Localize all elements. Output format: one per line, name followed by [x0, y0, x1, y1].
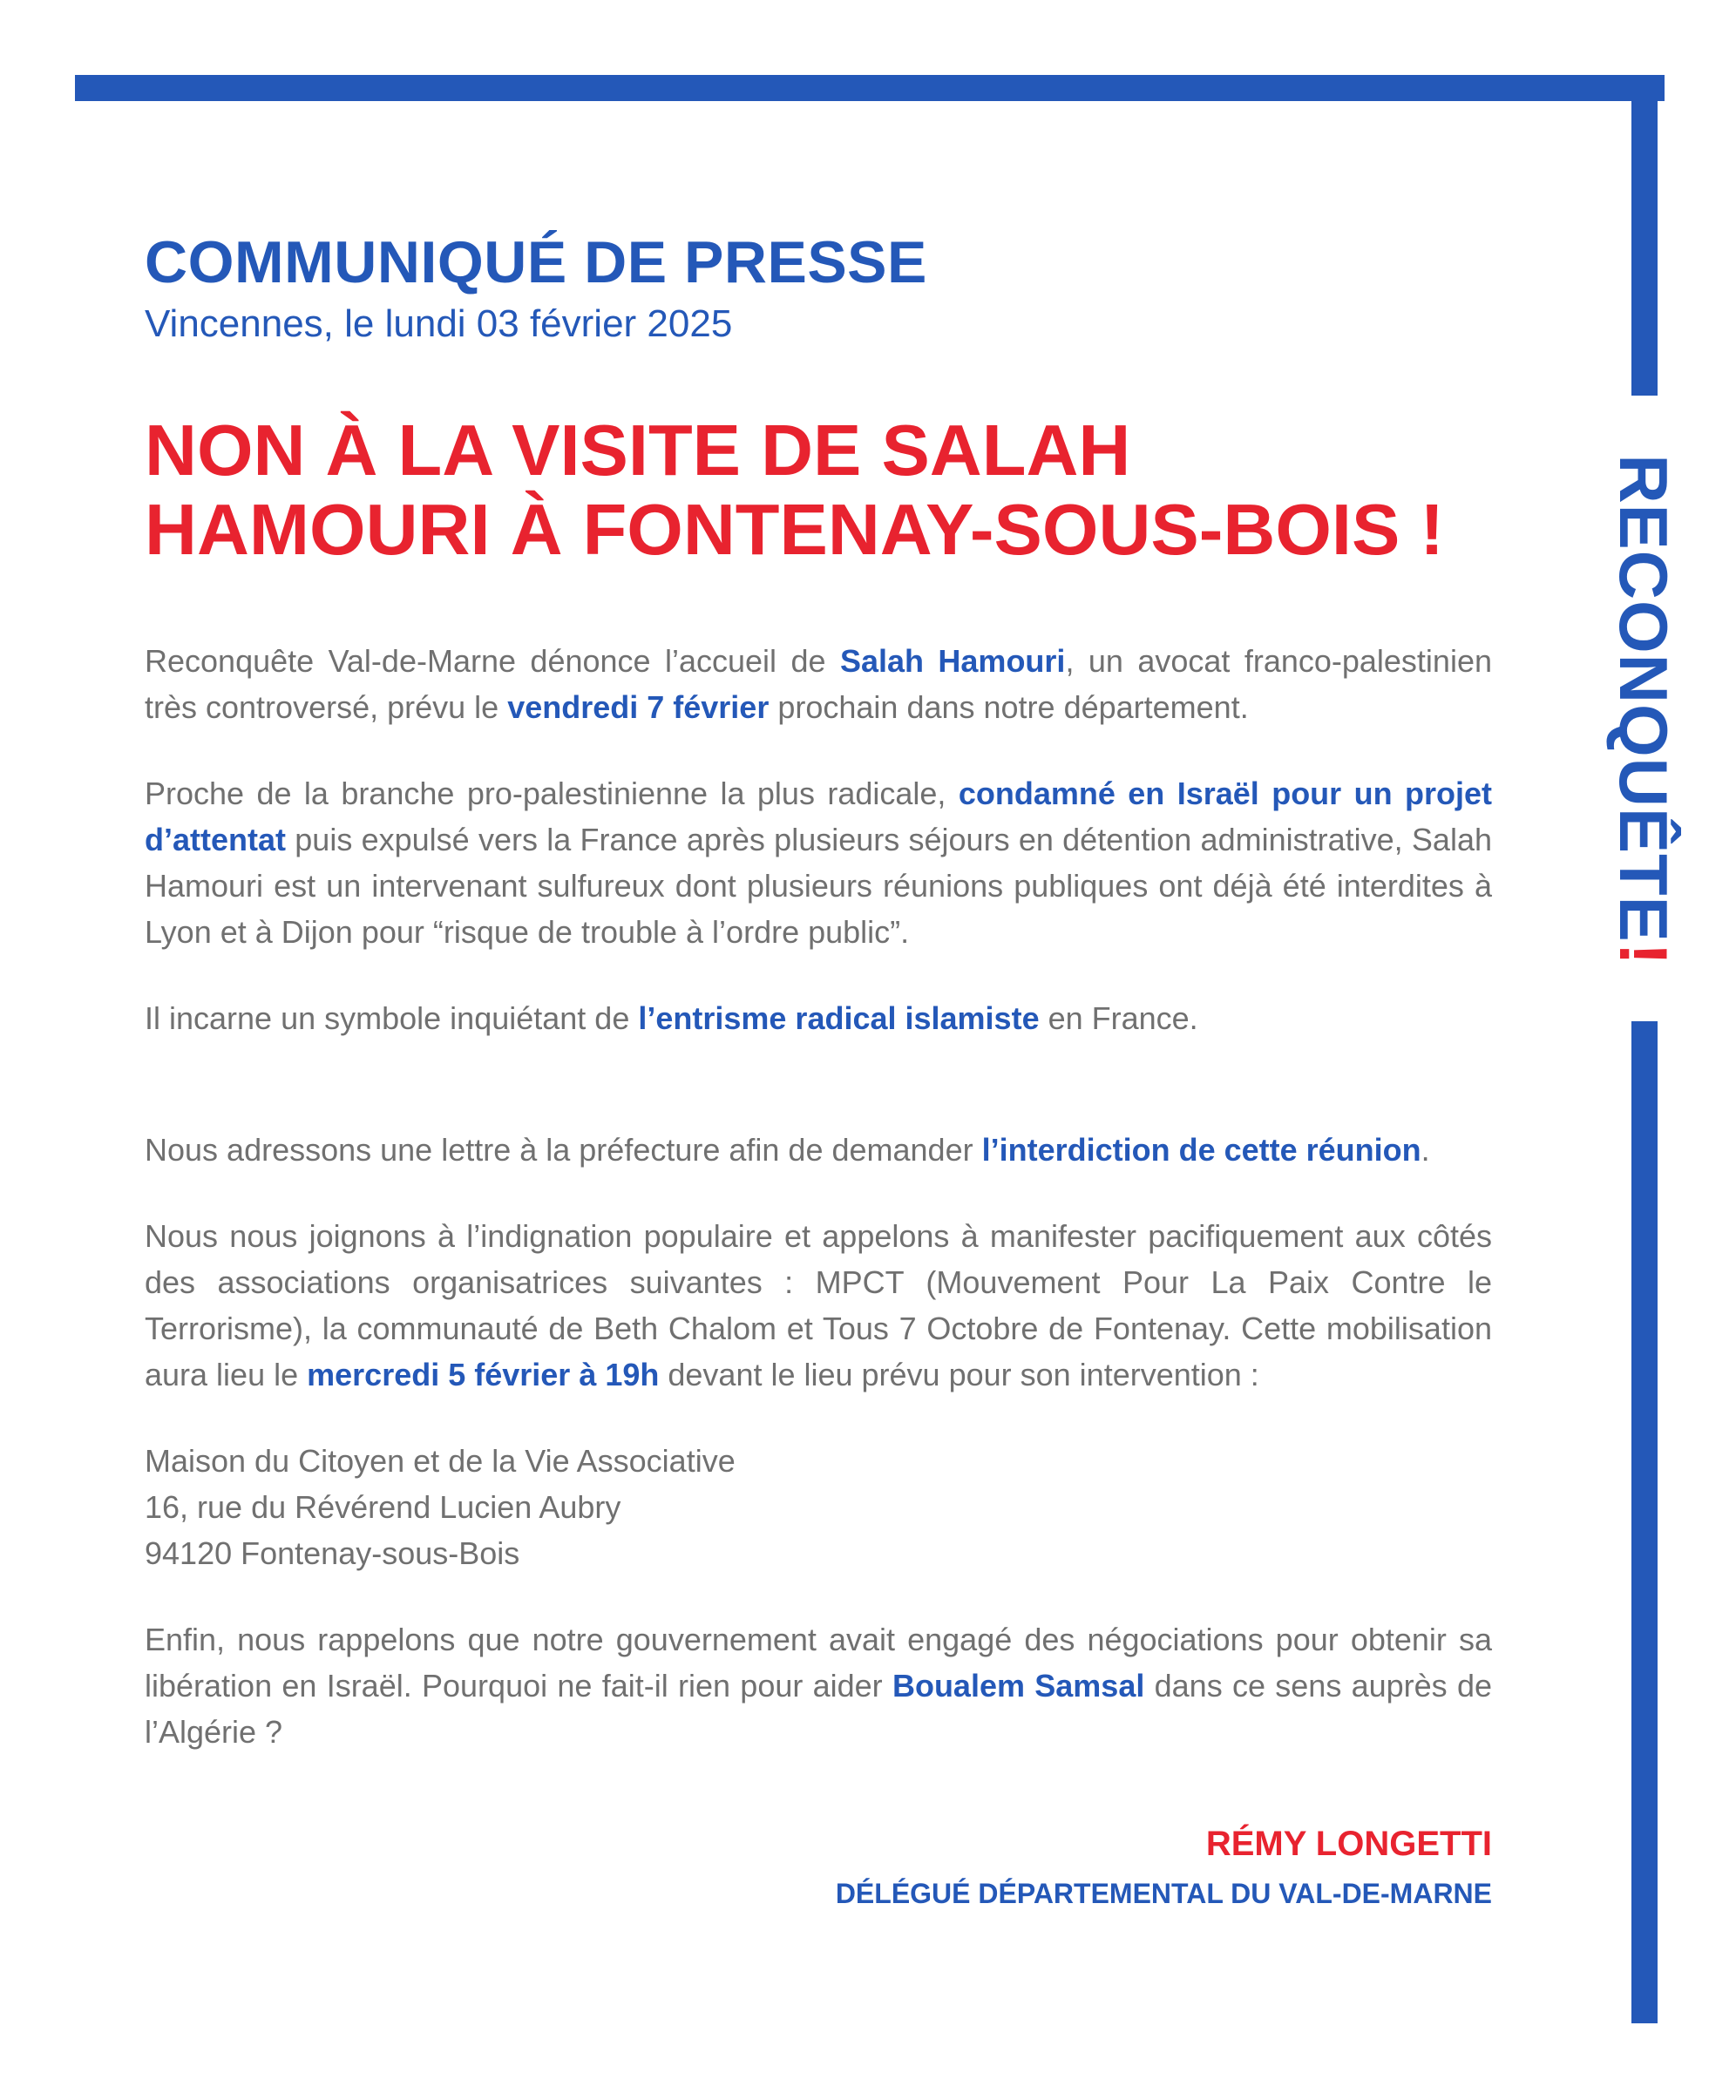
text-run: Proche de la branche pro-palestinienne la plus radicale, — [145, 775, 959, 811]
address-line-street: 16, rue du Révérend Lucien Aubry — [145, 1488, 621, 1525]
frame-right-bar-lower — [1631, 1021, 1658, 2023]
event-address — [145, 1438, 1492, 1576]
text-run: . — [1421, 1131, 1430, 1168]
emphasis: mercredi 5 février à 19h — [307, 1356, 660, 1392]
signature-block — [145, 1823, 1492, 1910]
text-run: en France. — [1039, 999, 1198, 1036]
text-run: puis expulsé vers la France après plusieurs séjours en détention administrative, Salah Hamouri est un intervenant sulfureux dont plusieurs réunions publiques ont déjà été interdites à Lyon et à Dijon pour “risque de trouble à l’ordre public”. — [145, 821, 1492, 950]
dateline: Vincennes, le lundi 03 février 2025 — [145, 302, 733, 346]
paragraph-5 — [145, 1213, 1492, 1398]
emphasis: Salah Hamouri — [839, 642, 1066, 679]
address-line-venue: Maison du Citoyen et de la Vie Associative — [145, 1442, 736, 1479]
brand-wordmark: RECONQUÊTE — [1605, 454, 1682, 943]
text-run: Enfin, nous rappelons que notre gouvernement avait engagé des négociations pour obtenir sa libération en Israël. Pourquoi ne fait-il rien pour aider — [145, 1621, 1492, 1704]
emphasis: l’interdiction de cette réunion — [981, 1131, 1421, 1168]
paragraph-6 — [145, 1616, 1492, 1755]
text-run: devant le lieu prévu pour son intervention : — [659, 1356, 1259, 1392]
paragraph-4 — [145, 1127, 1492, 1173]
emphasis: Boualem Samsal — [892, 1667, 1145, 1704]
text-run: dans ce sens auprès de l’Algérie ? — [145, 1667, 1492, 1750]
reconquete-logo — [1605, 454, 1682, 966]
frame-top-bar — [75, 75, 1665, 101]
text-run: Il incarne un symbole inquiétant de — [145, 999, 639, 1036]
signatory-name: RÉMY LONGETTI — [1205, 1824, 1492, 1863]
emphasis: vendredi 7 février — [507, 688, 770, 725]
press-release-kicker: COMMUNIQUÉ DE PRESSE — [145, 229, 927, 295]
frame-right-bar-upper — [1631, 75, 1658, 396]
signatory-title: DÉLÉGUÉ DÉPARTEMENTAL DU VAL-DE-MARNE — [835, 1877, 1492, 1909]
address-line-city: 94120 Fontenay-sous-Bois — [145, 1534, 520, 1571]
text-run: , un avocat franco-palestinien très controversé, prévu le — [145, 642, 1492, 725]
text-run: prochain dans notre département. — [769, 688, 1249, 725]
text-run: Nous nous joignons à l’indignation populaire et appelons à manifester pacifiquement aux côtés des associations organisatrices suivantes : MPCT (Mouvement Pour La Paix Contre le Terrorisme), la communauté de Beth Chalom et Tous 7 Octobre de Fontenay. Cette mobilisation aura lieu le — [145, 1217, 1492, 1392]
paragraph-2 — [145, 770, 1492, 955]
text-run: Nous adressons une lettre à la préfecture afin de demander — [145, 1131, 982, 1168]
emphasis: condamné en Israël pour un projet d’attentat — [145, 775, 1492, 857]
emphasis: l’entrisme radical islamiste — [638, 999, 1040, 1036]
text-run: Reconquête Val-de-Marne dénonce l’accueil de — [145, 642, 840, 679]
brand-exclamation: ! — [1605, 942, 1682, 966]
paragraph-1 — [145, 638, 1492, 730]
headline: NON À LA VISITE DE SALAH HAMOURI À FONTENAY-SOUS-BOIS ! — [145, 409, 1445, 571]
press-release-content — [145, 228, 1492, 1910]
paragraph-3 — [145, 995, 1492, 1041]
